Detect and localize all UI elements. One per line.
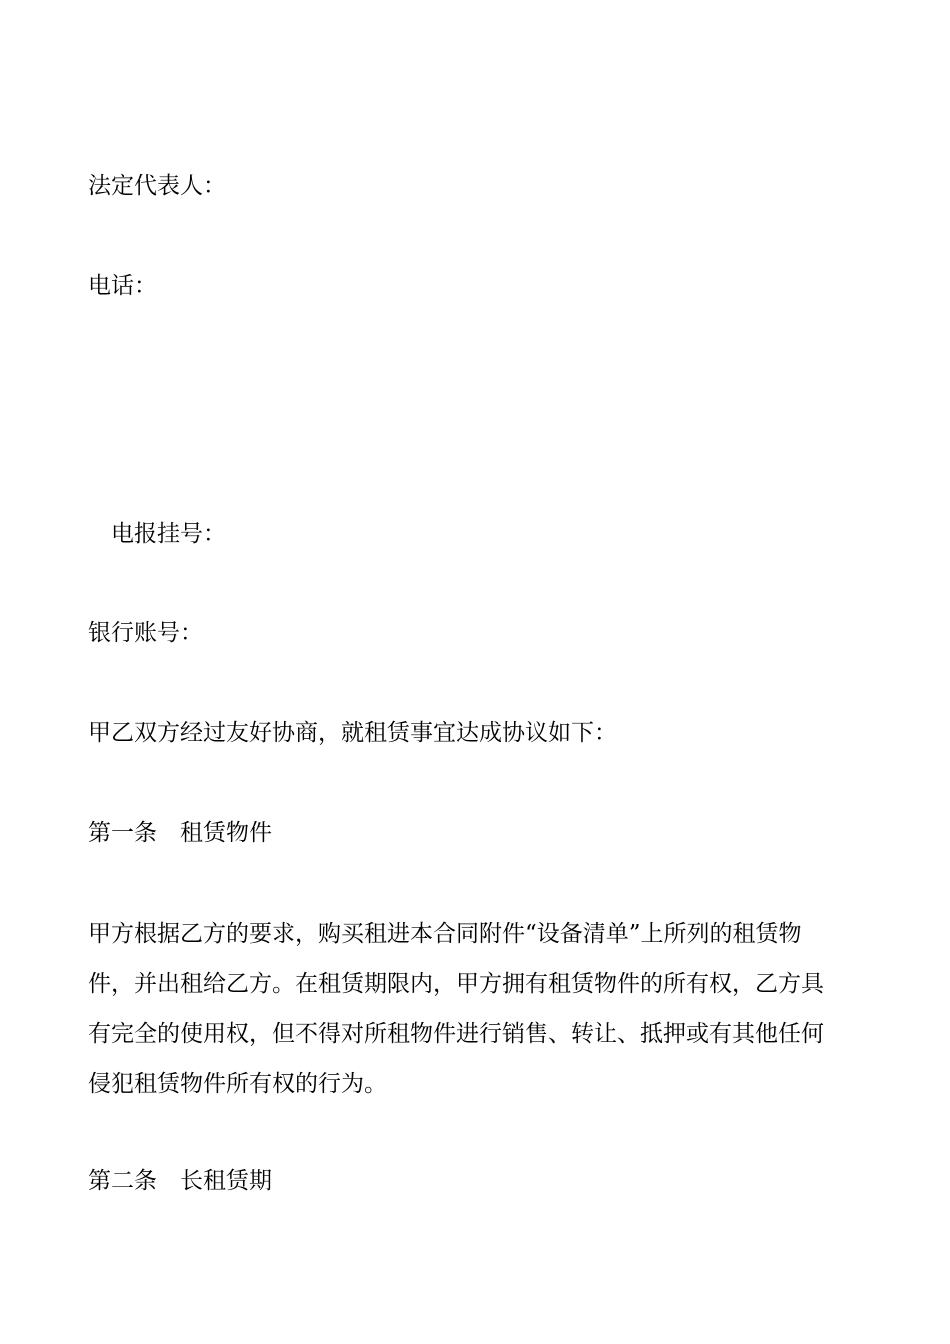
telegraph-label: 电报挂号： <box>111 521 226 547</box>
article-1-body <box>88 909 863 1109</box>
article-1-line: 甲方根据乙方的要求，购买租进本合同附件“设备清单”上所列的租赁物 <box>88 921 802 947</box>
article-1-title: 第一条 租赁物件 <box>88 820 272 846</box>
article-1-line: 侵犯租赁物件所有权的行为。 <box>88 1071 387 1097</box>
legal-representative-label: 法定代表人： <box>88 173 226 199</box>
article-1-line: 有完全的使用权，但不得对所租物件进行销售、转让、抵押或有其他任何 <box>88 1021 824 1047</box>
agreement-intro: 甲乙双方经过友好协商，就租赁事宜达成协议如下： <box>88 720 617 746</box>
article-1-line: 件，并出租给乙方。在租赁期限内，甲方拥有租赁物件的所有权，乙方具 <box>88 971 824 997</box>
phone-label: 电话： <box>88 273 157 299</box>
bank-account-label: 银行账号： <box>88 620 203 646</box>
article-2-title: 第二条 长租赁期 <box>88 1168 272 1194</box>
